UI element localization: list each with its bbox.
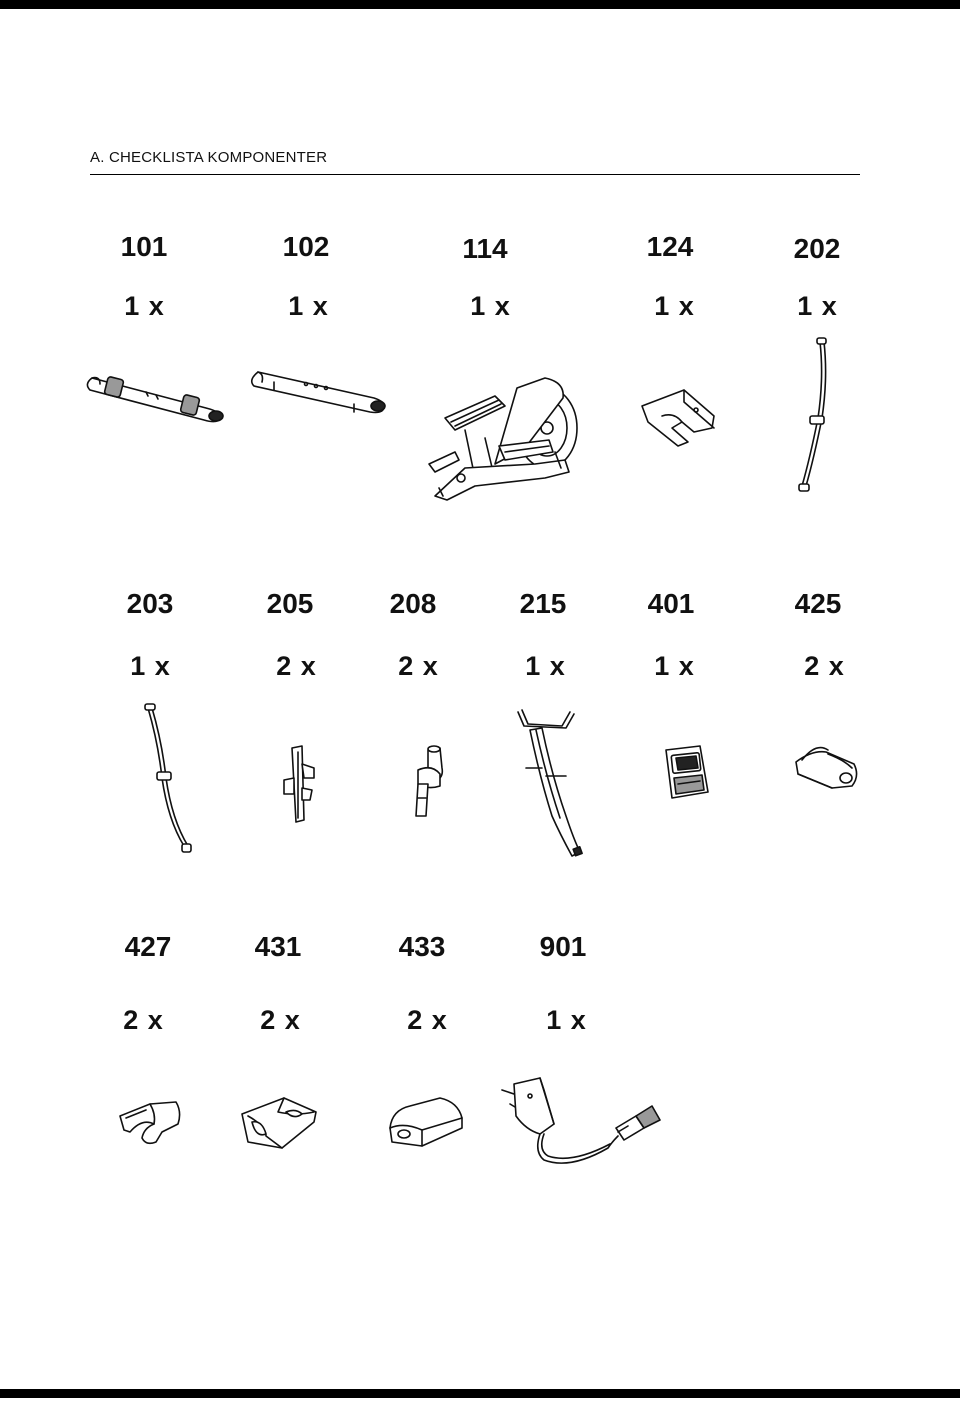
part-number: 102 xyxy=(282,231,330,262)
section-heading: A. CHECKLISTA KOMPONENTER xyxy=(90,149,860,175)
part-quantity: 1 x xyxy=(654,291,694,321)
part-quantity: 2 x xyxy=(407,1005,447,1035)
part-quantity: 1 x xyxy=(525,651,565,681)
part-quantity: 2 x xyxy=(398,651,438,681)
part-quantity: 1 x xyxy=(288,291,328,321)
part-number: 208 xyxy=(389,588,437,619)
part-number: 124 xyxy=(646,231,694,262)
rear-stabilizer-tube-icon xyxy=(250,368,390,418)
power-cord-icon xyxy=(500,1076,664,1168)
part-quantity: 1 x xyxy=(797,291,837,321)
part-number: 205 xyxy=(266,588,314,619)
fork-cover-icon xyxy=(116,1096,184,1148)
part-number: 433 xyxy=(398,931,446,962)
part-quantity: 2 x xyxy=(260,1005,300,1035)
part-quantity: 2 x xyxy=(123,1005,163,1035)
part-number: 114 xyxy=(462,233,508,264)
part-number: 202 xyxy=(793,233,841,264)
elliptical-main-frame-icon xyxy=(425,368,585,503)
part-number: 431 xyxy=(254,931,302,962)
saddle-cover-icon xyxy=(238,1092,322,1150)
part-number: 427 xyxy=(124,931,172,962)
part-quantity: 1 x xyxy=(130,651,170,681)
cover-cap-icon xyxy=(792,740,862,794)
handlebar-right-icon xyxy=(142,702,202,856)
part-number: 425 xyxy=(794,588,842,619)
end-cover-icon xyxy=(384,1094,466,1150)
pivot-sleeve-icon xyxy=(404,744,448,820)
pedal-arm-connector-icon xyxy=(280,744,320,826)
bottom-rule xyxy=(0,1389,960,1398)
handlebar-left-icon xyxy=(790,338,840,498)
part-quantity: 1 x xyxy=(654,651,694,681)
part-number: 203 xyxy=(126,588,174,619)
part-quantity: 1 x xyxy=(124,291,164,321)
part-number: 901 xyxy=(539,931,587,962)
part-quantity: 2 x xyxy=(276,651,316,681)
base-tube-with-end-caps-icon xyxy=(86,368,231,423)
part-quantity: 1 x xyxy=(546,1005,586,1035)
part-number: 215 xyxy=(519,588,567,619)
console-unit-icon xyxy=(662,744,712,802)
part-quantity: 2 x xyxy=(804,651,844,681)
console-mast-icon xyxy=(510,706,585,860)
part-number: 401 xyxy=(647,588,695,619)
part-number: 101 xyxy=(120,231,168,262)
mounting-bracket-icon xyxy=(638,388,718,448)
top-rule xyxy=(0,0,960,9)
part-quantity: 1 x xyxy=(470,291,510,321)
